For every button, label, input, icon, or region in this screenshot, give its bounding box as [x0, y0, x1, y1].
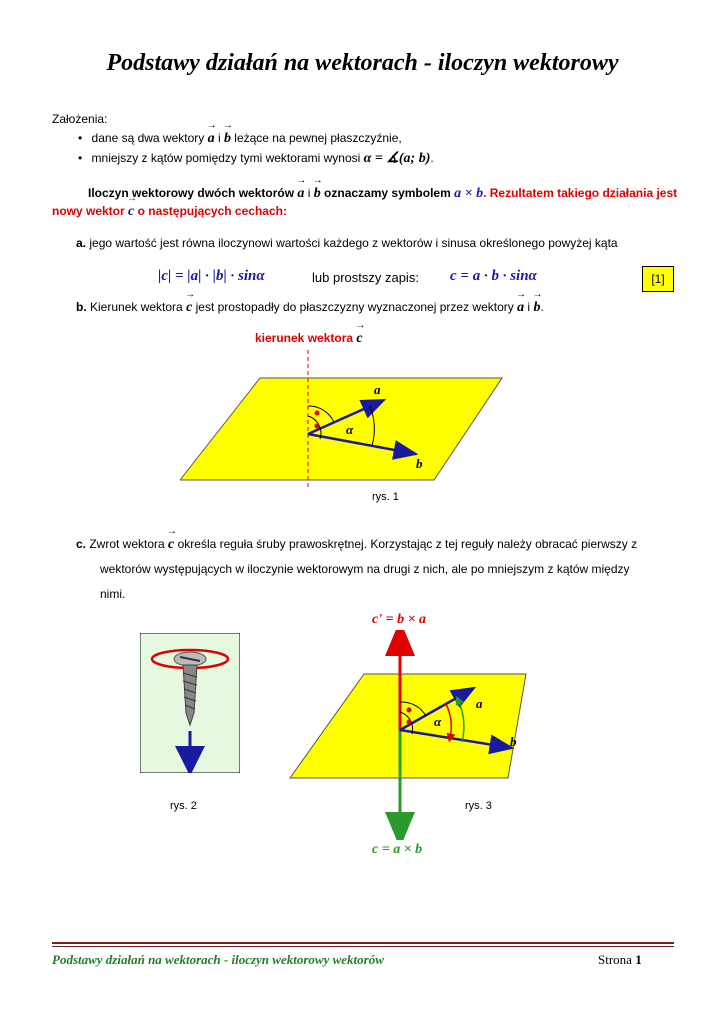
- equation-reference: [1]: [642, 266, 674, 292]
- point-b: [76, 300, 544, 316]
- footer-rule-thick: [52, 942, 674, 944]
- page-number: [598, 952, 642, 968]
- footer-title: Podstawy działań na wektorach - iloczyn wektorowy wektorów: [52, 952, 384, 967]
- definition-line-1: [88, 186, 678, 202]
- magnitude-formula: |c| = |a| · |b| · sinα: [158, 268, 265, 284]
- point-b-conj: i: [524, 300, 534, 314]
- point-a-label: a.: [76, 236, 87, 250]
- point-c-label: c.: [76, 537, 87, 551]
- vec-b: → b: [314, 186, 321, 202]
- point-a: [76, 236, 618, 250]
- point-c-line-3: nimi.: [100, 587, 126, 601]
- plane: [180, 378, 502, 480]
- caption-rys-2: rys. 2: [170, 800, 197, 812]
- label-b: b: [510, 734, 517, 749]
- vec-c: → c: [128, 204, 134, 220]
- bottom-cross-label: c = a × b: [372, 842, 423, 857]
- vec-c: → c: [186, 300, 192, 316]
- right-angle-dot-1: [315, 411, 320, 416]
- bullet1-text: dane są dwa wektory: [91, 131, 208, 145]
- footer-rule-thin: [52, 946, 674, 947]
- figure-3: [286, 630, 536, 840]
- page-number-value: 1: [635, 952, 642, 967]
- right-angle-dot-2: [315, 424, 320, 429]
- label-a: a: [374, 382, 381, 397]
- assumptions-heading: Założenia:: [52, 112, 108, 126]
- right-angle-dot-1: [407, 708, 412, 713]
- caption-rys-1: rys. 1: [372, 491, 399, 503]
- bullet1-post: leżące na pewnej płaszczyźnie,: [230, 131, 402, 145]
- vec-b: → b: [224, 131, 231, 147]
- point-c-line-1: [76, 537, 674, 553]
- def-text-3: . Rezultatem takiego działania jest: [483, 186, 678, 200]
- label-alpha: α: [346, 422, 354, 437]
- point-b-text-3: .: [540, 300, 544, 314]
- assumption-bullet-2: [78, 150, 434, 167]
- label-alpha: α: [434, 714, 442, 729]
- bullet2-text: mniejszy z kątów pomiędzy tymi wektorami wynosi: [91, 151, 364, 165]
- point-c-text-1: Zwrot wektora: [86, 537, 169, 551]
- point-a-text: jego wartość jest równa iloczynowi wartości każdego z wektorów i sinusa określonego powyżej kąta: [86, 236, 618, 250]
- page-title: Podstawy działań na wektorach - iloczyn wektorowy: [106, 50, 619, 76]
- top-cross-label: c' = b × a: [372, 612, 427, 627]
- def-conj: i: [304, 186, 314, 200]
- point-c-line-2: wektorów występujących w iloczynie wektorowym na drugi z nich, ale po mniejszym z kątów między: [100, 562, 630, 576]
- caption-rys-3: rys. 3: [465, 800, 492, 812]
- def-text-5: o następujących cechach:: [134, 204, 287, 218]
- figure-2-screw: [140, 633, 240, 773]
- definition-line-2: [52, 204, 287, 220]
- vec-b: → b: [533, 300, 540, 316]
- assumption-bullet-1: [78, 131, 402, 147]
- point-c-text-2: określa reguła śruby prawoskrętnej. Korzystając z tej reguły należy obracać pierwszy z: [174, 537, 638, 551]
- def-text-2: oznaczamy symbolem: [320, 186, 455, 200]
- cross-symbol: a × b: [454, 186, 484, 201]
- label-b: b: [416, 456, 423, 471]
- direction-label-text: kierunek wektora: [255, 331, 357, 345]
- bullet1-conj: i: [214, 131, 224, 145]
- right-angle-dot-2: [407, 720, 412, 725]
- vec-a: → a: [208, 131, 215, 147]
- vec-c: → c: [168, 537, 174, 553]
- direction-label: [255, 331, 363, 347]
- point-b-text-1: Kierunek wektora: [86, 300, 187, 314]
- alt-label: lub prostszy zapis:: [312, 270, 419, 285]
- vec-c: → c: [356, 331, 362, 347]
- point-b-label: b.: [76, 300, 87, 314]
- vec-a: → a: [297, 186, 304, 202]
- bullet2-post: .: [430, 151, 434, 165]
- angle-formula: α = ∡(a; b): [363, 151, 431, 166]
- def-text-4: nowy wektor: [52, 204, 129, 218]
- vec-a: → a: [517, 300, 524, 316]
- alt-formula: c = a · b · sinα: [450, 268, 537, 284]
- page-label: Strona: [598, 952, 636, 967]
- point-b-text-2: jest prostopadły do płaszczyzny wyznaczonej przez wektory: [192, 300, 518, 314]
- label-a: a: [476, 696, 483, 711]
- def-text-1: Iloczyn wektorowy dwóch wektorów: [88, 186, 298, 200]
- figure-1: [180, 350, 520, 490]
